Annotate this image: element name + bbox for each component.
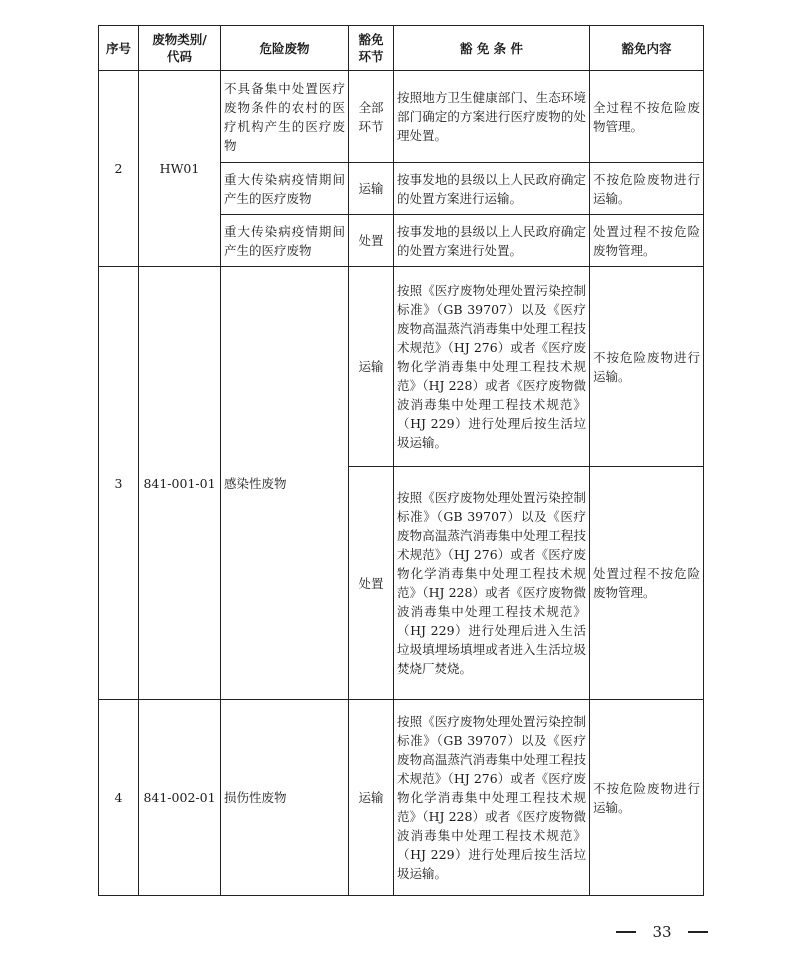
header-condition: 豁 免 条 件 [394, 26, 590, 71]
footer-dash-right [688, 931, 708, 933]
content-cell: 不按危险废物进行运输。 [590, 267, 704, 467]
stage-cell: 运输 [349, 163, 394, 215]
waste-cell: 损伤性废物 [221, 700, 349, 896]
page-footer [616, 922, 708, 942]
stage-cell: 处置 [349, 215, 394, 267]
table-row [99, 700, 704, 896]
stage-cell: 运输 [349, 267, 394, 467]
waste-cell: 感染性废物 [221, 267, 349, 700]
waste-cell: 重大传染病疫情期间产生的医疗废物 [221, 215, 349, 267]
table-row [99, 71, 704, 163]
condition-cell: 按事发地的县级以上人民政府确定的处置方案进行运输。 [394, 163, 590, 215]
content-cell: 不按危险废物进行运输。 [590, 700, 704, 896]
seq-cell: 4 [99, 700, 139, 896]
header-row [99, 26, 704, 71]
code-cell: 841-001-01 [139, 267, 221, 700]
footer-dash-left [616, 931, 636, 933]
header-content: 豁免内容 [590, 26, 704, 71]
content-cell: 处置过程不按危险废物管理。 [590, 215, 704, 267]
exemption-table [98, 25, 704, 896]
condition-cell: 按照《医疗废物处理处置污染控制标准》（GB 39707）以及《医疗废物高温蒸汽消毒集中处理工程技术规范》（HJ 276）或者《医疗废物化学消毒集中处理工程技术规范》（HJ 228）或者《医疗废物微波消毒集中处理工程技术规范》（HJ 229）进行处理后进入生活垃圾填埋场填埋或者进入生活垃圾焚烧厂焚烧。 [394, 467, 590, 700]
condition-cell: 按照《医疗废物处理处置污染控制标准》（GB 39707）以及《医疗废物高温蒸汽消毒集中处理工程技术规范》（HJ 276）或者《医疗废物化学消毒集中处理工程技术规范》（HJ 228）或者《医疗废物微波消毒集中处理工程技术规范》（HJ 229）进行处理后按生活垃圾运输。 [394, 267, 590, 467]
seq-cell: 3 [99, 267, 139, 700]
condition-cell: 按照《医疗废物处理处置污染控制标准》（GB 39707）以及《医疗废物高温蒸汽消毒集中处理工程技术规范》（HJ 276）或者《医疗废物化学消毒集中处理工程技术规范》（HJ 228）或者《医疗废物微波消毒集中处理工程技术规范》（HJ 229）进行处理后按生活垃圾运输。 [394, 700, 590, 896]
table-row [99, 267, 704, 467]
seq-cell: 2 [99, 71, 139, 267]
condition-cell: 按事发地的县级以上人民政府确定的处置方案进行处置。 [394, 215, 590, 267]
header-seq: 序号 [99, 26, 139, 71]
waste-cell: 不具备集中处置医疗废物条件的农村的医疗机构产生的医疗废物 [221, 71, 349, 163]
code-cell: HW01 [139, 71, 221, 267]
page-number: 33 [652, 923, 672, 941]
header-code: 废物类别/ 代码 [139, 26, 221, 71]
stage-cell: 处置 [349, 467, 394, 700]
stage-cell: 全部 环节 [349, 71, 394, 163]
code-cell: 841-002-01 [139, 700, 221, 896]
content-cell: 不按危险废物进行运输。 [590, 163, 704, 215]
header-stage: 豁免 环节 [349, 26, 394, 71]
condition-cell: 按照地方卫生健康部门、生态环境部门确定的方案进行医疗废物的处理处置。 [394, 71, 590, 163]
content-cell: 处置过程不按危险废物管理。 [590, 467, 704, 700]
waste-cell: 重大传染病疫情期间产生的医疗废物 [221, 163, 349, 215]
content-cell: 全过程不按危险废物管理。 [590, 71, 704, 163]
stage-cell: 运输 [349, 700, 394, 896]
header-waste: 危险废物 [221, 26, 349, 71]
